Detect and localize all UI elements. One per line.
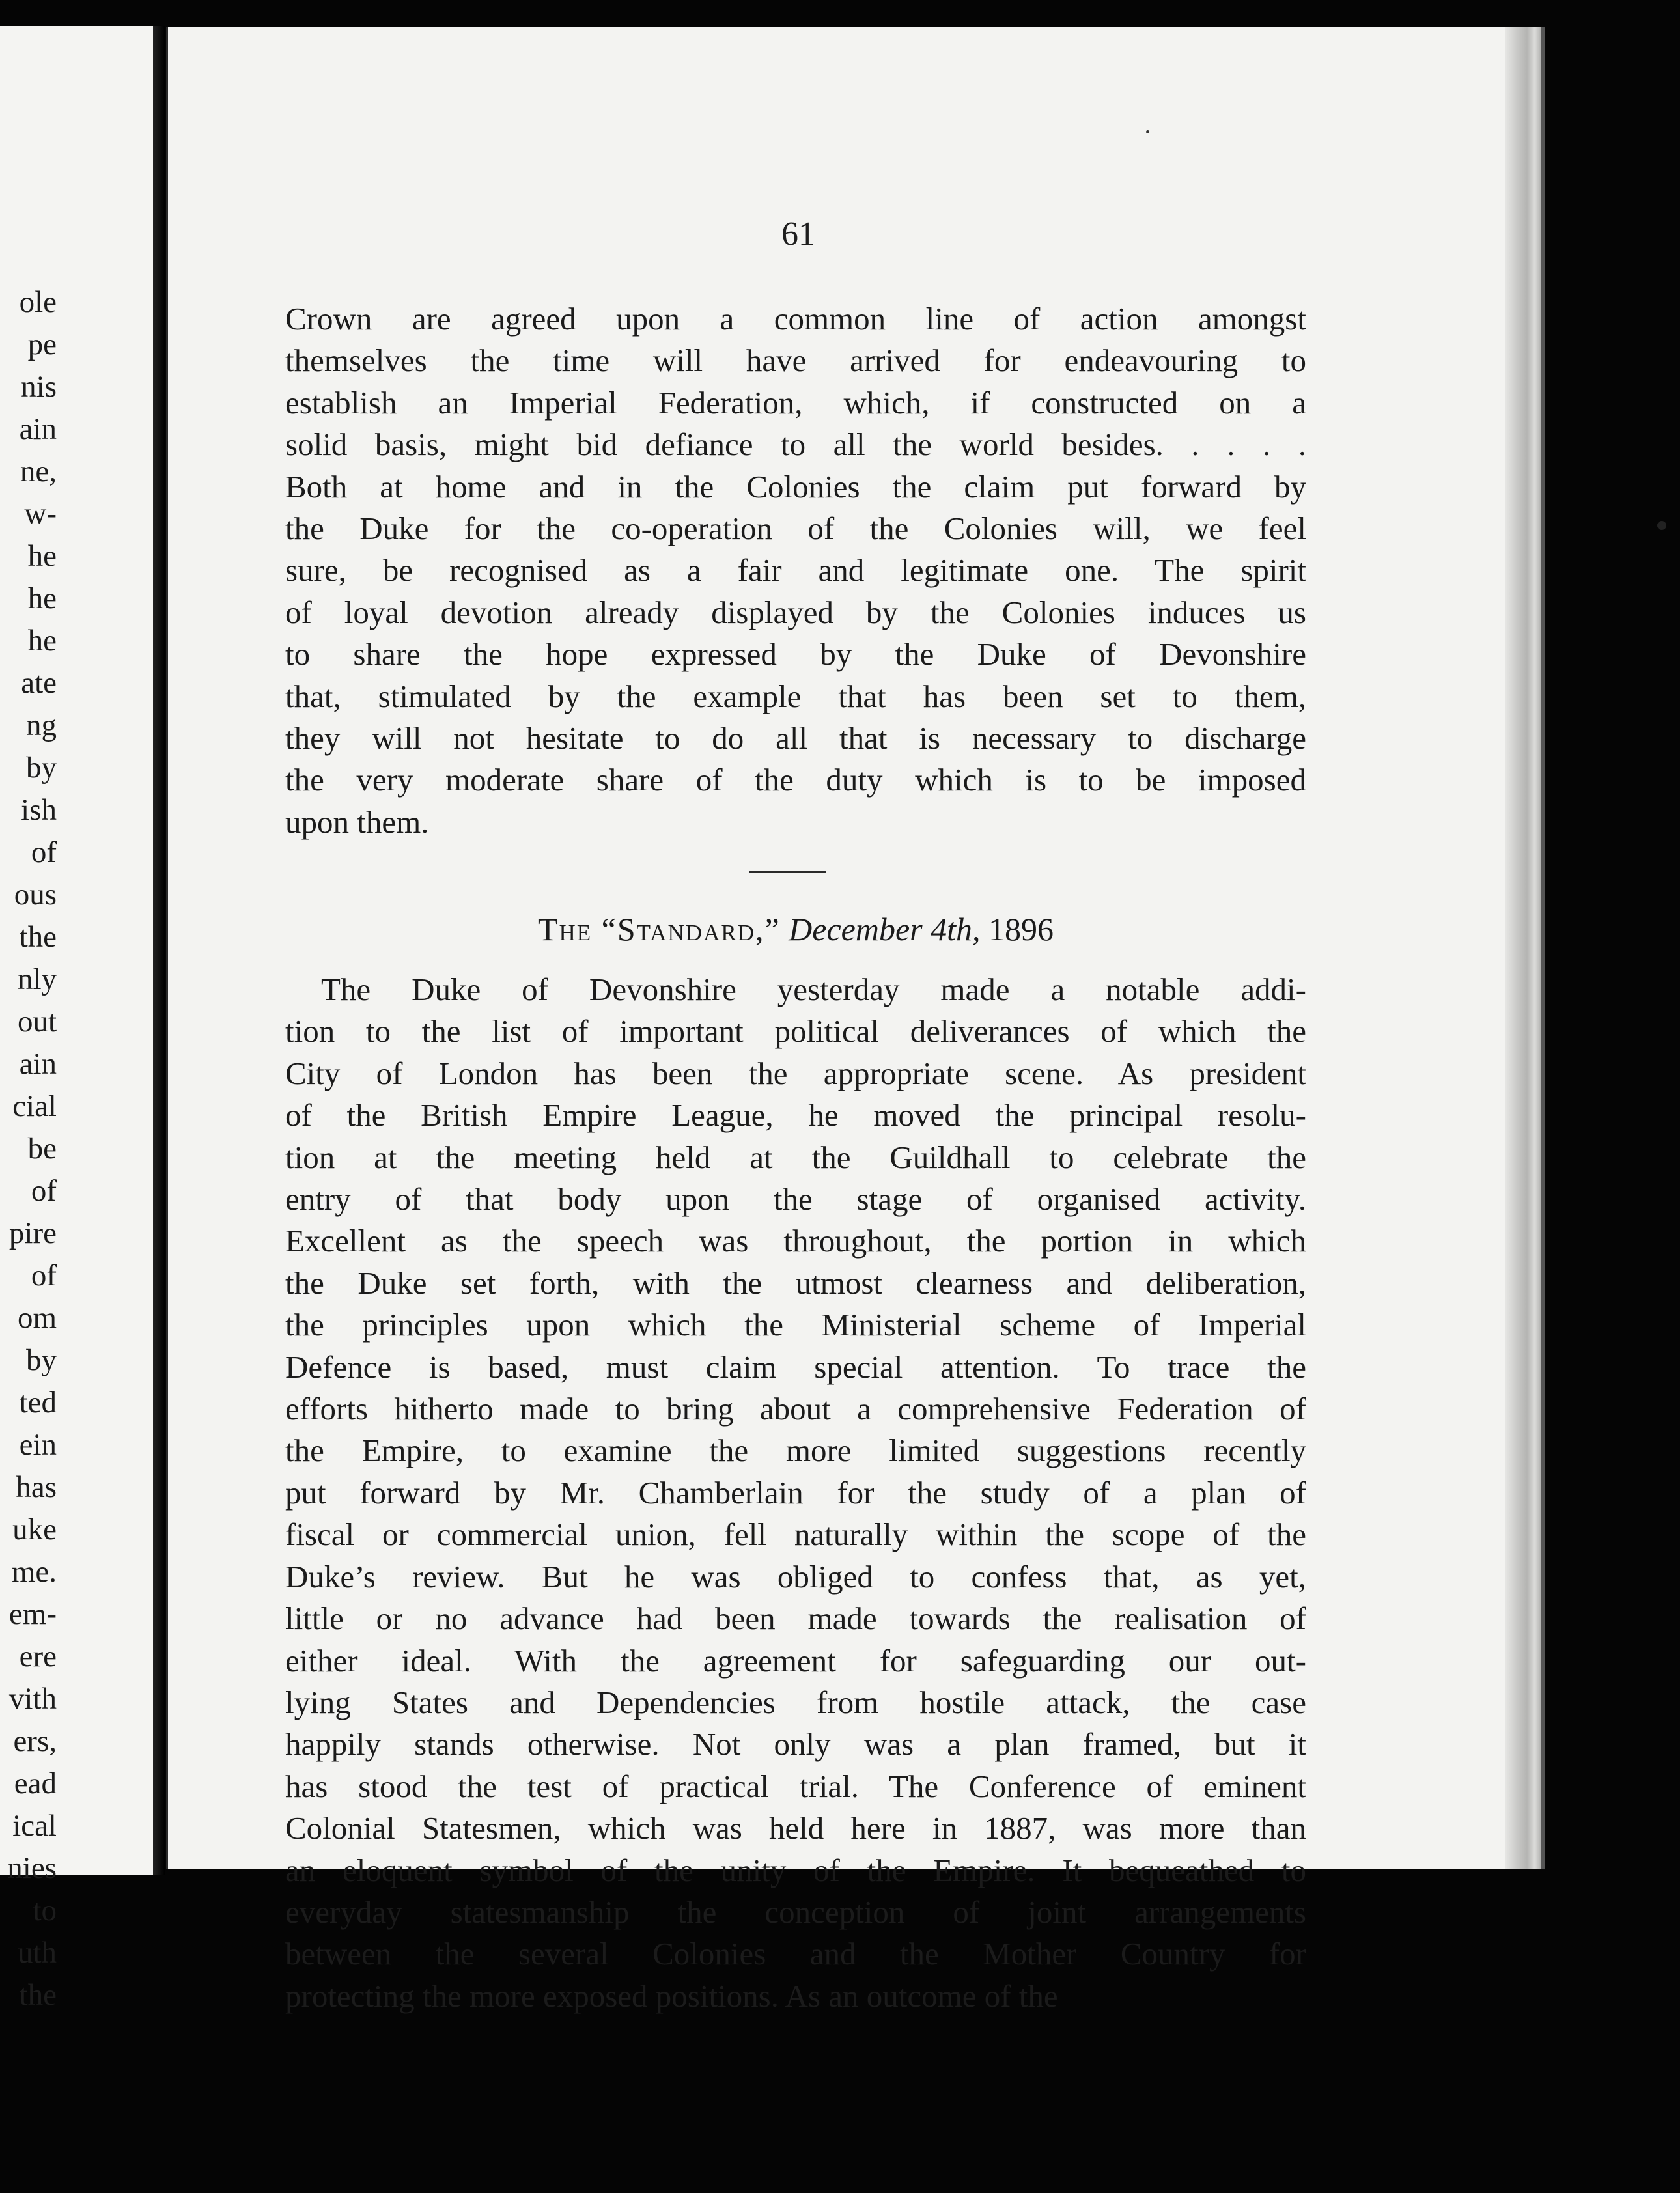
text-line: City of London has been the appropriate scene. As president xyxy=(285,1055,1306,1091)
left-page-fragment: nies xyxy=(7,1851,57,1885)
left-page-fragment: ain xyxy=(19,412,57,446)
gutter-shadow xyxy=(153,26,165,1875)
text-line: everyday statesmanship the conception of joint arrangements xyxy=(285,1893,1306,1930)
text-line: the Duke set forth, with the utmost clearness and deliberation, xyxy=(285,1264,1306,1301)
left-page-fragment: ead xyxy=(14,1767,57,1800)
left-page-fragment: ate xyxy=(21,666,57,700)
left-page-fragment: of xyxy=(31,1259,57,1292)
text-line: the Empire, to examine the more limited suggestions recently xyxy=(285,1432,1306,1469)
scan-speck xyxy=(1657,521,1666,530)
text-line: of the British Empire League, he moved the principal resolu- xyxy=(285,1097,1306,1134)
left-page-fragment: be xyxy=(27,1132,57,1166)
text-line: Excellent as the speech was throughout, the portion in which xyxy=(285,1223,1306,1259)
heading-year: 1896 xyxy=(988,911,1054,947)
left-page-fragment: ish xyxy=(21,793,57,827)
heading-source: The “Standard,” xyxy=(537,911,781,947)
left-page-fragment: he xyxy=(27,581,57,615)
text-line: that, stimulated by the example that has been set to them, xyxy=(285,678,1306,714)
text-line: they will not hesitate to do all that is necessary to discharge xyxy=(285,720,1306,757)
left-page-fragment: has xyxy=(16,1470,57,1504)
left-page-fragment: ers, xyxy=(13,1724,57,1758)
text-line: little or no advance had been made towards the realisation of xyxy=(285,1600,1306,1637)
text-line: between the several Colonies and the Mother Country for xyxy=(285,1936,1306,1972)
text-line: sure, be recognised as a fair and legitimate one. The spirit xyxy=(285,552,1306,589)
left-page-fragment: uke xyxy=(12,1513,57,1546)
text-line: tion at the meeting held at the Guildhall to celebrate the xyxy=(285,1139,1306,1175)
left-page-fragment: cial xyxy=(12,1089,57,1123)
heading-date: December 4th, xyxy=(789,911,981,947)
page-edge xyxy=(1505,27,1545,1869)
text-line: Duke’s review. But he was obliged to confess that, as yet, xyxy=(285,1558,1306,1595)
left-page-fragment: ein xyxy=(19,1428,57,1462)
section-divider xyxy=(749,871,826,873)
text-line: upon them. xyxy=(285,803,429,840)
left-page-fragment: ne, xyxy=(20,454,57,488)
left-page-fragment: he xyxy=(27,624,57,658)
left-page-fragment: pire xyxy=(8,1216,57,1250)
text-line: either ideal. With the agreement for safeguarding our out- xyxy=(285,1642,1306,1679)
section-heading xyxy=(285,910,1306,948)
text-line: Crown are agreed upon a common line of action amongst xyxy=(285,301,1306,337)
left-page-fragment: ain xyxy=(19,1047,57,1081)
left-page-fragment: by xyxy=(26,751,57,785)
text-line: Colonial Statesmen, which was held here in 1887, was more than xyxy=(285,1810,1306,1847)
text-line: establish an Imperial Federation, which, if constructed on a xyxy=(285,384,1306,421)
left-page-fragment: ng xyxy=(26,708,57,742)
left-page-fragment: of xyxy=(31,835,57,869)
text-line: themselves the time will have arrived for endeavouring to xyxy=(285,342,1306,379)
left-page-fragment: ole xyxy=(19,285,57,319)
page-number: 61 xyxy=(781,216,815,253)
left-page-fragment: out xyxy=(17,1005,57,1039)
text-line: solid basis, might bid defiance to all the world besides. . . . . xyxy=(285,426,1306,463)
left-page-fragment: the xyxy=(19,920,57,954)
paragraph-1 xyxy=(285,298,1306,843)
left-page-fragment: ous xyxy=(14,878,57,912)
text-line: fiscal or commercial union, fell naturally within the scope of the xyxy=(285,1516,1306,1553)
left-page-fragment: ical xyxy=(12,1809,57,1843)
left-page-fragment: of xyxy=(31,1174,57,1208)
text-line: happily stands otherwise. Not only was a plan framed, but it xyxy=(285,1726,1306,1763)
left-page-fragment: the xyxy=(19,1978,57,2012)
text-line: The Duke of Devonshire yesterday made a notable addi- xyxy=(321,971,1306,1007)
text-line: Both at home and in the Colonies the claim put forward by xyxy=(285,468,1306,505)
text-line: the principles upon which the Ministerial scheme of Imperial xyxy=(285,1307,1306,1343)
left-page-fragment: vith xyxy=(8,1682,57,1716)
text-line: an eloquent symbol of the unity of the Empire. It bequeathed to xyxy=(285,1852,1306,1888)
scan-speck xyxy=(1146,130,1149,133)
text-line: tion to the list of important political deliverances of which the xyxy=(285,1013,1306,1050)
text-line: entry of that body upon the stage of organised activity. xyxy=(285,1181,1306,1218)
left-page-text-fragments xyxy=(0,281,57,2017)
text-line: lying States and Dependencies from hostile attack, the case xyxy=(285,1684,1306,1720)
left-page-fragment: to xyxy=(33,1893,57,1927)
text-line: the Duke for the co-operation of the Colonies will, we feel xyxy=(285,510,1306,547)
text-line: protecting the more exposed positions. As an outcome of the xyxy=(285,1977,1058,2014)
left-page-fragment: ted xyxy=(19,1386,57,1419)
left-page-fragment: nly xyxy=(17,962,57,996)
text-line: to share the hope expressed by the Duke of Devonshire xyxy=(285,636,1306,673)
text-line: has stood the test of practical trial. The Conference of eminent xyxy=(285,1768,1306,1804)
text-line: efforts hitherto made to bring about a comprehensive Federation of xyxy=(285,1391,1306,1427)
text-line: of loyal devotion already displayed by the Colonies induces us xyxy=(285,594,1306,630)
left-page-fragment: uth xyxy=(17,1936,57,1970)
left-page-fragment: om xyxy=(17,1301,57,1335)
text-line: the very moderate share of the duty which is to be imposed xyxy=(285,762,1306,798)
left-page-fragment: ere xyxy=(19,1640,57,1673)
left-page-fragment: w- xyxy=(24,497,57,531)
left-page-fragment: by xyxy=(26,1343,57,1377)
left-page-fragment: nis xyxy=(21,370,57,404)
left-page-fragment: he xyxy=(27,539,57,573)
text-line: put forward by Mr. Chamberlain for the study of a plan of xyxy=(285,1474,1306,1511)
paragraph-2 xyxy=(285,969,1306,2017)
left-page-fragment: me. xyxy=(11,1555,57,1589)
left-page-fragment: em- xyxy=(8,1597,57,1631)
left-page-fragment: pe xyxy=(27,328,57,361)
left-facing-page xyxy=(0,26,153,2012)
text-line: Defence is based, must claim special attention. To trace the xyxy=(285,1348,1306,1385)
